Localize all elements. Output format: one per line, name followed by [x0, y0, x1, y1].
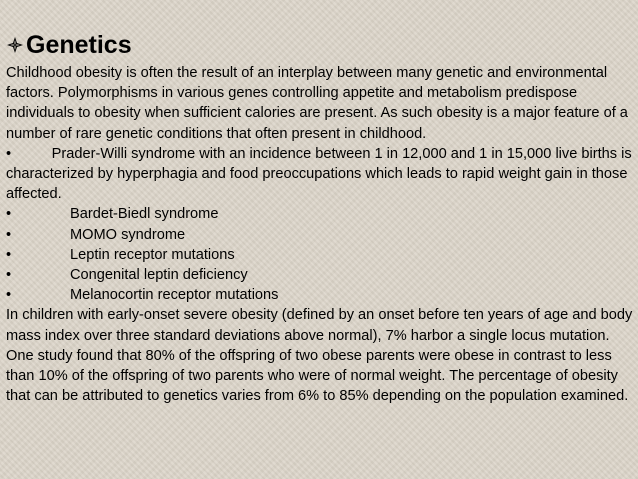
bullet-text: MOMO syndrome	[70, 226, 186, 243]
list-item	[6, 285, 636, 305]
list-item	[6, 225, 636, 245]
bullet-dot: •	[6, 206, 12, 223]
bullet-text: Melanocortin receptor mutations	[70, 287, 279, 304]
list-item	[6, 204, 636, 224]
conclusion-paragraph: In children with early-onset severe obesity (defined by an onset before ten years of age and body mass index over three standard deviations above normal), 7% harbor a single locus mutation. One study found that 80% of the offspring of two obese parents were obese in contrast to less than 10% of the offspring of two parents who were of normal weight. The percentage of obesity that can be attributed to genetics varies from 6% to 85% depending on the population examined.	[6, 307, 633, 405]
slide-body	[6, 63, 636, 406]
bullet-text: Leptin receptor mutations	[70, 246, 235, 263]
bullet-dot: •	[6, 226, 12, 243]
prader-willi-paragraph: • Prader-Willi syndrome with an incidence between 1 in 12,000 and 1 in 15,000 live births is characterized by hyperphagia and food preoccupations which leads to rapid weight gain in those affected.	[6, 145, 636, 203]
intro-paragraph: Childhood obesity is often the result of an interplay between many genetic and environmental factors. Polymorphisms in various genes controlling appetite and metabolism predispose individuals to obesity when sufficient calories are present. As such obesity is a major feature of a number of rare genetic conditions that often present in childhood.	[6, 65, 628, 142]
title-row	[6, 30, 132, 60]
bullet-text: Bardet-Biedl syndrome	[70, 206, 219, 223]
list-item	[6, 245, 636, 265]
bullet-dot: •	[6, 246, 12, 263]
bullet-text: Congenital leptin deficiency	[70, 267, 248, 284]
diamond-bullet-icon	[6, 36, 24, 54]
bullet-dot: •	[6, 267, 12, 284]
page-title: Genetics	[26, 31, 132, 59]
bullet-dot: •	[6, 287, 12, 304]
list-item	[6, 265, 636, 285]
